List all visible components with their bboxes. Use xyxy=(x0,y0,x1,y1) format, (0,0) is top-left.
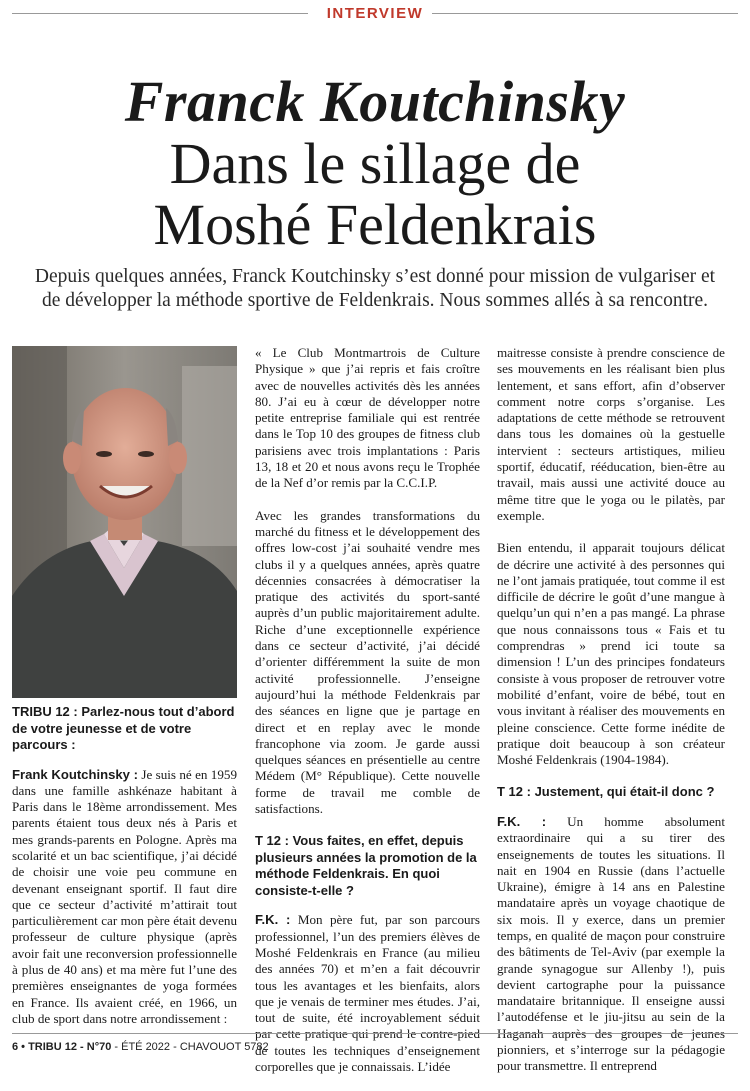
header-rule-right xyxy=(432,13,738,14)
section-label: INTERVIEW xyxy=(326,5,424,22)
speaker-label: Frank Koutchinsky : xyxy=(12,766,139,782)
speaker-label: F.K. : xyxy=(255,912,291,928)
answer-text: Mon père fut, par son parcours professionnel, l’un des premiers élèves de Moshé Feldenkrais en France (au milieu des années 70) et m’en a fait découvrir tous les avantages et les bienfaits, alors que je venais de terminer mes études. J’ai, tout de suite, été incroyablement séduit par cette pratique qui prend le contre-pied de toutes les techniques d’enseignement corporelles que je connaissais. L’idée xyxy=(255,912,480,1074)
answer-1 xyxy=(12,767,237,1028)
answer-text: Je suis né en 1959 dans une famille ashkénaze habitant à Paris dans le 18ème arrondissement. Mes parents étaient tous deux nés à Paris et mes grands-parents en Pologne. Après ma scolarité et un bac scientifique, j’ai décidé de choisir une voie peu commune en devenant enseignant sportif. Il faut dire que ce secteur d’activité m’attirait tout particulièrement car mon père était devenu professeur de culture physique (après avoir fait une reconversion professionnelle à plus de 40 ans) et ma mère fut l’une des premières enseignantes de yoga formées en France. Ils avaient créé, en 1966, un club de sport dans notre arrondissement : xyxy=(12,766,237,1026)
paragraph: « Le Club Montmartrois de Culture Physique » que j’ai repris et fais croître avec de nouvelles activités dès les années 80. J’ai eu à cœur de développer notre petite entreprise familiale qui est rentrée dans le Top 10 des groupes de fitness club parisiens avec trois implantations : Paris 13, 18 et 20 et nous avons reçu le Trophée de la Nef d’or remis par la C.C.I.P. xyxy=(255,345,480,491)
article-title-name: Franck Koutchinsky xyxy=(124,69,626,134)
article-title-line2: Dans le sillage de xyxy=(169,131,581,196)
paragraph: Avec les grandes transformations du marché du fitness et le développement des offres low-cost j’ai souhaité vendre mes clubs il y a quelques années, après quatre décennies consacrées à démocratiser la pratique des activités du sport-santé auprès d’un public majoritairement adulte. Riche d’une exceptionnelle expérience dans ce secteur d’activité, j’ai décidé d’orienter différemment la suite de mon activité professionnelle. J’enseigne aujourd’hui la méthode Feldenkrais par des séances en ligne que je partage en direct et en replay avec le monde francophone via zoom. Je garde aussi quelques séances en présentielle au centre Médem (M° République). Cette nouvelle forme de travail me comble de satisfactions. xyxy=(255,507,480,817)
column-1 xyxy=(12,704,237,1043)
question-1: TRIBU 12 : Parlez-nous tout d’abord de votre jeunesse et de votre parcours : xyxy=(12,704,235,752)
paragraph: maitresse consiste à prendre conscience de ses mouvements en les réalisant bien plus lentement, et sans effort, afin d’observer comment notre corps s’organise. Les adaptations de cette méthode se retrouvent dans tous les domaines où la gestuelle intervient : secteurs artistiques, milieu sportif, éducatif, rééducation, bien-être au travail, mais aussi une activité douce au même titre que le yoga ou le pilatès, par exemple. xyxy=(497,345,725,523)
question-2: T 12 : Vous faites, en effet, depuis plusieurs années la promotion de la méthode Feldenkrais. En quoi consiste-t-elle ? xyxy=(255,833,477,898)
article-title-line3: Moshé Feldenkrais xyxy=(153,192,597,257)
footer-page-number: 6 • TRIBU 12 - N°70 xyxy=(12,1041,112,1053)
section-header xyxy=(12,0,738,28)
footer-issue: - ÉTÉ 2022 - CHAVOUOT 5782 xyxy=(111,1041,269,1053)
page-footer xyxy=(12,1033,738,1053)
column-3 xyxy=(497,345,725,1091)
article-lead: Depuis quelques années, Franck Koutchinsky s’est donné pour mission de vulgariser et de développer la méthode sportive de Feldenkrais. Nous sommes allés à sa rencontre. xyxy=(34,266,716,311)
portrait-photo xyxy=(12,346,237,698)
speaker-label: F.K. : xyxy=(497,813,547,829)
question-3: T 12 : Justement, qui était-il donc ? xyxy=(497,784,715,800)
answer-text: Un homme absolument extraordinaire qui a su tirer des enseignements de toutes les situations. Il nait en 1904 en Russie (dans l’actuelle Ukraine), émigre à 14 ans en Palestine mandataire après un voyage chaotique de six mois. Il y exerce, dans un premier temps, en qualité de maçon pour construire des bâtiments de Tel-Aviv (par exemple la grande synagogue sur Allenby !), puis devient cartographe pour la puissance mandataire britannique. Il enseigne aussi l’autodéfense et le jiu-jitsu au sein de la Haganah auprès des groupes de jeunes pionniers, et s’interroge sur la pédagogie pour transmettre. Il entreprend xyxy=(497,813,725,1074)
column-2 xyxy=(255,345,480,1091)
paragraph: Bien entendu, il apparait toujours délicat de décrire une activité à des personnes qui ne l’ont jamais pratiquée, tout comme il est difficile de décrire le goût d’une mangue à quelqu’un qui n’en a pas mangé. La phrase que nous connaissons tous « Fais et tu comprendras » prend ici toute sa dimension ! L’un des principes fondateurs consiste à vous proposer de retrouver votre mobilité d’enfant, voire de bébé, tout en vous invitant à réaliser des mouvements en pleine conscience. Cette forme inédite de pratique doit beaucoup à son créateur Moshé Feldenkrais (1904-1984). xyxy=(497,540,725,768)
